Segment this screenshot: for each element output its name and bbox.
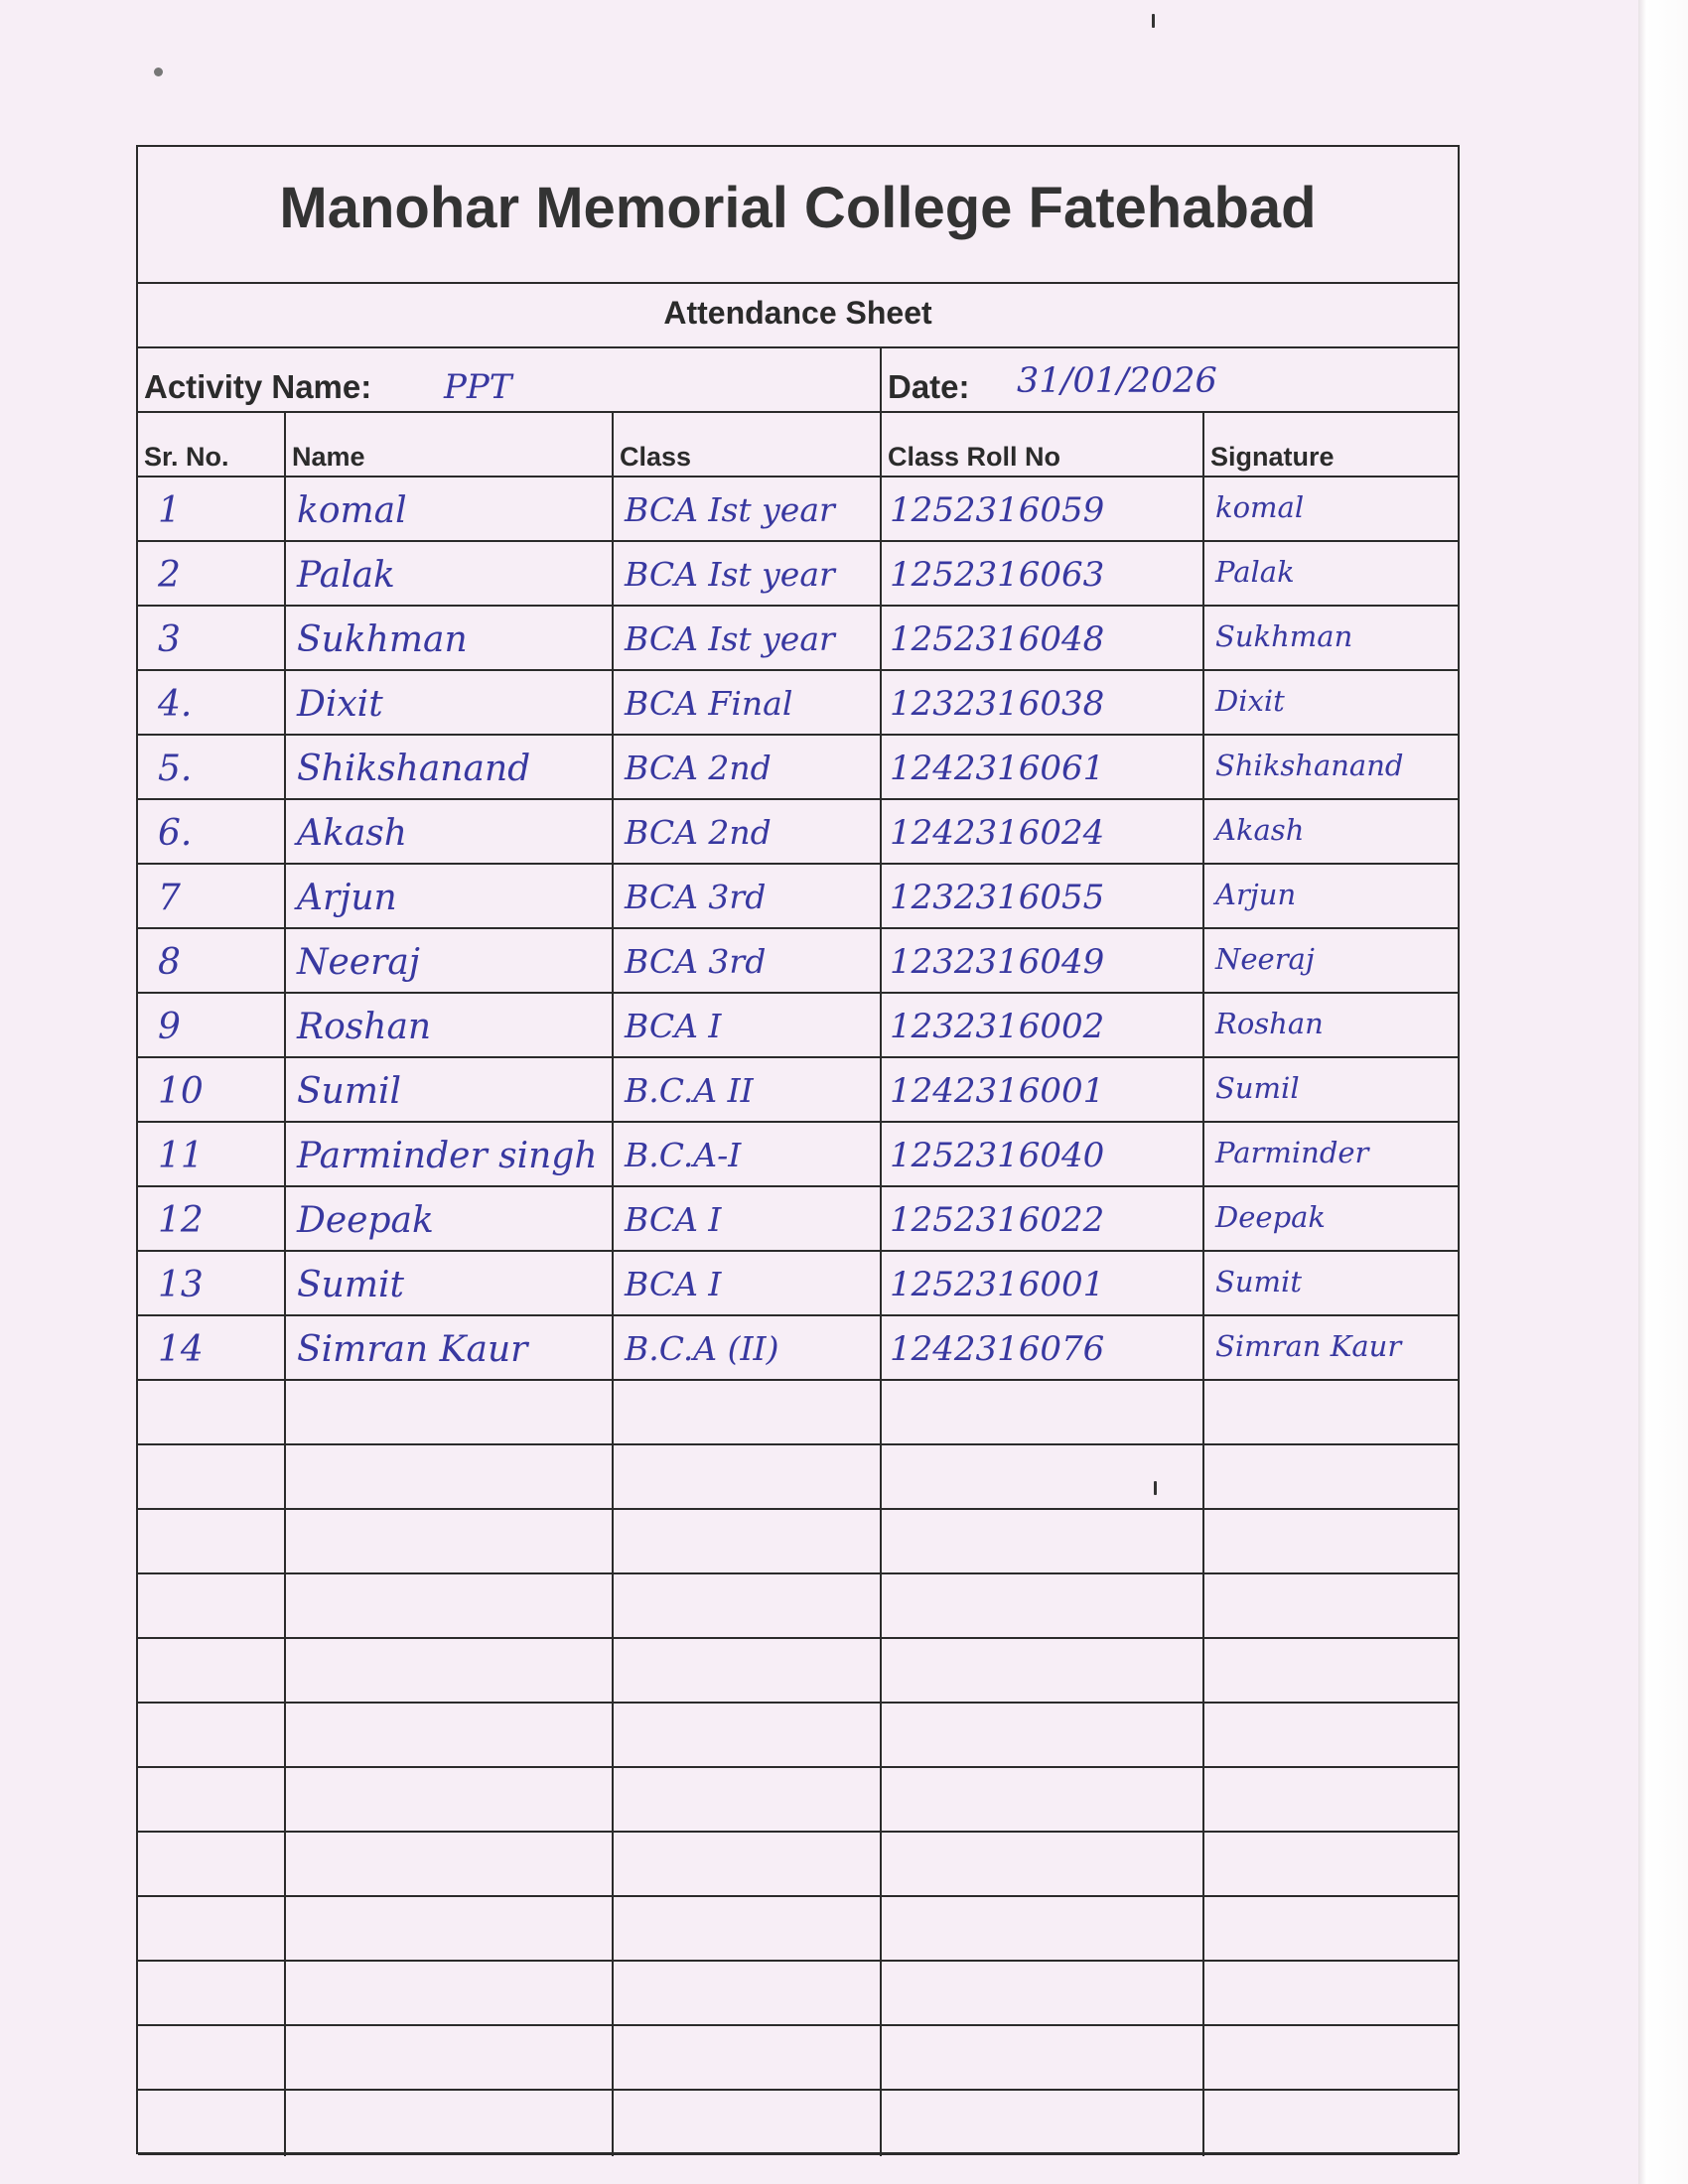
column-header-class: Class <box>620 442 692 472</box>
sr-no-cell: 14 <box>158 1329 204 1370</box>
signature-cell: Akash <box>1215 813 1305 847</box>
scan-speck <box>1152 14 1155 28</box>
attendance-sheet <box>136 145 1460 2154</box>
class-cell: BCA 3rd <box>625 942 767 981</box>
signature-cell: Parminder <box>1215 1136 1369 1169</box>
empty-table-row <box>138 2026 1458 2091</box>
class-cell: B.C.A-I <box>625 1136 742 1174</box>
divider <box>138 411 1458 413</box>
class-cell: BCA 2nd <box>625 749 772 787</box>
sr-no-cell: 12 <box>158 1200 204 1241</box>
paper-edge <box>1638 0 1688 2184</box>
column-header-signature: Signature <box>1210 442 1335 472</box>
roll-no-cell: 1252316063 <box>890 555 1105 595</box>
signature-cell: komal <box>1215 490 1305 524</box>
roll-no-cell: 1242316024 <box>890 813 1105 853</box>
sr-no-cell: 2 <box>158 555 181 596</box>
activity-label: Activity Name: <box>144 368 372 405</box>
signature-cell: Sumit <box>1215 1265 1302 1298</box>
sr-no-cell: 13 <box>158 1265 204 1305</box>
class-cell: B.C.A II <box>625 1071 754 1110</box>
roll-no-cell: 1252316040 <box>890 1136 1105 1175</box>
signature-cell: Shikshanand <box>1215 749 1404 782</box>
signature-cell: Roshan <box>1215 1007 1324 1040</box>
roll-no-cell: 1232316002 <box>890 1007 1105 1046</box>
table-row <box>138 478 1458 542</box>
sr-no-cell: 4. <box>158 684 193 725</box>
empty-table-row <box>138 1510 1458 1574</box>
table-row <box>138 800 1458 865</box>
scan-speck <box>1154 1481 1157 1495</box>
empty-table-row <box>138 1381 1458 1445</box>
roll-no-cell: 1232316055 <box>890 878 1105 917</box>
class-cell: BCA I <box>625 1200 722 1239</box>
class-cell: BCA Ist year <box>625 490 835 529</box>
name-cell: Sumit <box>297 1265 404 1305</box>
empty-table-row <box>138 2091 1458 2155</box>
sr-no-cell: 11 <box>158 1136 204 1176</box>
sheet-title: Attendance Sheet <box>663 295 932 331</box>
class-cell: BCA Ist year <box>625 619 835 658</box>
name-cell: komal <box>297 490 407 531</box>
roll-no-cell: 1252316001 <box>890 1265 1105 1304</box>
empty-table-row <box>138 1445 1458 1510</box>
class-cell: BCA Ist year <box>625 555 835 594</box>
class-cell: BCA I <box>625 1007 722 1045</box>
table-row <box>138 1058 1458 1123</box>
roll-no-cell: 1232316038 <box>890 684 1105 724</box>
sr-no-cell: 10 <box>158 1071 204 1112</box>
name-cell: Palak <box>297 555 395 596</box>
table-row <box>138 607 1458 671</box>
name-cell: Sukhman <box>297 619 468 660</box>
signature-cell: Sukhman <box>1215 619 1353 653</box>
name-cell: Arjun <box>297 878 397 918</box>
signature-cell: Simran Kaur <box>1215 1329 1402 1363</box>
divider <box>138 346 1458 348</box>
column-header-roll-no: Class Roll No <box>888 442 1061 472</box>
roll-no-cell: 1232316049 <box>890 942 1105 982</box>
divider <box>138 282 1458 284</box>
class-cell: BCA 3rd <box>625 878 767 916</box>
class-cell: BCA I <box>625 1265 722 1303</box>
class-cell: BCA Final <box>625 684 793 723</box>
scan-speck <box>154 68 163 76</box>
roll-no-cell: 1252316048 <box>890 619 1105 659</box>
table-row <box>138 865 1458 929</box>
signature-cell: Palak <box>1215 555 1295 589</box>
table-row <box>138 542 1458 607</box>
empty-table-row <box>138 1962 1458 2026</box>
name-cell: Shikshanand <box>297 749 531 789</box>
divider <box>880 346 882 411</box>
name-cell: Sumil <box>297 1071 402 1112</box>
column-header-sr-no: Sr. No. <box>144 442 229 472</box>
roll-no-cell: 1252316059 <box>890 490 1105 530</box>
signature-cell: Deepak <box>1215 1200 1327 1234</box>
table-row <box>138 1187 1458 1252</box>
signature-cell: Arjun <box>1215 878 1297 911</box>
class-cell: BCA 2nd <box>625 813 772 852</box>
name-cell: Deepak <box>297 1200 434 1241</box>
sr-no-cell: 9 <box>158 1007 181 1047</box>
signature-cell: Dixit <box>1215 684 1285 718</box>
roll-no-cell: 1242316001 <box>890 1071 1105 1111</box>
roll-no-cell: 1252316022 <box>890 1200 1105 1240</box>
date-label: Date: <box>888 368 970 405</box>
empty-table-row <box>138 1897 1458 1962</box>
table-row <box>138 929 1458 994</box>
activity-value: PPT <box>444 367 512 407</box>
empty-table-row <box>138 1704 1458 1768</box>
empty-table-row <box>138 1574 1458 1639</box>
empty-table-row <box>138 1833 1458 1897</box>
college-name: Manohar Memorial College Fatehabad <box>279 176 1317 240</box>
sr-no-cell: 8 <box>158 942 181 983</box>
empty-table-row <box>138 1639 1458 1704</box>
name-cell: Akash <box>297 813 407 854</box>
name-cell: Neeraj <box>297 942 420 983</box>
name-cell: Roshan <box>297 1007 432 1047</box>
signature-cell: Sumil <box>1215 1071 1300 1105</box>
table-row <box>138 1123 1458 1187</box>
row-divider <box>138 2153 1458 2155</box>
signature-cell: Neeraj <box>1215 942 1315 976</box>
class-cell: B.C.A (II) <box>625 1329 779 1368</box>
column-header-name: Name <box>292 442 365 472</box>
sr-no-cell: 1 <box>158 490 181 531</box>
sr-no-cell: 3 <box>158 619 181 660</box>
table-row <box>138 736 1458 800</box>
table-row <box>138 994 1458 1058</box>
sr-no-cell: 5. <box>158 749 193 789</box>
roll-no-cell: 1242316061 <box>890 749 1105 788</box>
name-cell: Dixit <box>297 684 383 725</box>
name-cell: Parminder singh <box>297 1136 598 1176</box>
sr-no-cell: 6. <box>158 813 193 854</box>
empty-table-row <box>138 1768 1458 1833</box>
date-value: 31/01/2026 <box>1017 361 1217 401</box>
roll-no-cell: 1242316076 <box>890 1329 1105 1369</box>
table-row <box>138 1316 1458 1381</box>
sr-no-cell: 7 <box>158 878 181 918</box>
table-row <box>138 1252 1458 1316</box>
name-cell: Simran Kaur <box>297 1329 528 1370</box>
table-row <box>138 671 1458 736</box>
